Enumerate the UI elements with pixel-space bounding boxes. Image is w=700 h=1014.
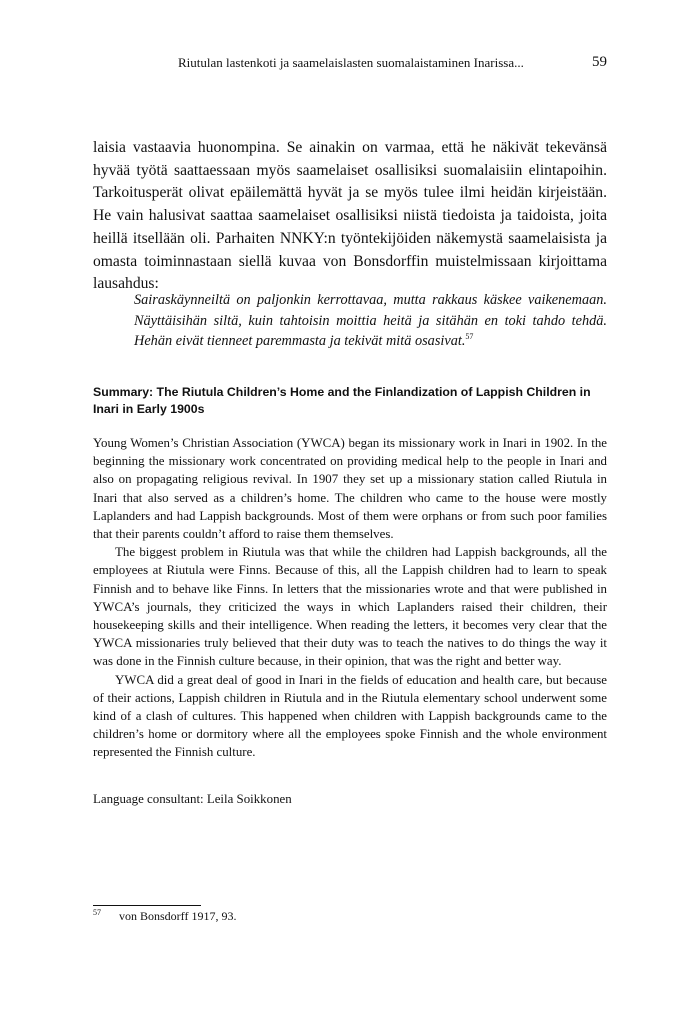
summary-paragraph: The biggest problem in Riutula was that while the children had Lappish backgrounds, all the employees at Riutula were Finns. Because of this, all the Lappish children had to learn to speak Finnish and to behave like Finns. In letters that the missionaries wrote and that were published in YWCA’s journals, they criticized the ways in which Laplanders raised their children, their housekeeping skills and their intelligence. When reading the letters, it becomes very clear that the YWCA missionaries truly believed that their duty was to teach the natives to do things the way it was done in the Finnish culture because, in their opinion, that was the right and better way. bbox=[93, 545, 607, 669]
block-quote bbox=[134, 290, 607, 352]
footnote-text: von Bonsdorff 1917, 93. bbox=[119, 909, 237, 923]
summary-paragraph: Young Women’s Christian Association (YWCA) began its missionary work in Inari in 1902. In the beginning the missionary work concentrated on providing medical help to the people in Inari and also on propagating religious revival. In 1907 they set up a missionary station called Riutula in Inari that also served as a children’s home. The children who came to the house were mostly Laplanders and had Lappish backgrounds. Most of them were orphans or from such poor families that their parents couldn’t afford to raise them themselves. bbox=[93, 436, 607, 542]
footnote bbox=[93, 908, 236, 924]
running-title: Riutulan lastenkoti ja saamelaislasten suomalaistaminen Inarissa... bbox=[178, 55, 524, 70]
summary-body bbox=[93, 434, 607, 762]
page-number: 59 bbox=[592, 54, 607, 70]
summary-heading: Summary: The Riutula Children’s Home and the Finlandization of Lappish Children in Inari in Early 1900s bbox=[93, 385, 591, 416]
footnote-number: 57 bbox=[93, 908, 101, 917]
summary-paragraph: YWCA did a great deal of good in Inari in the fields of education and health care, but because of their actions, Lappish children in Riutula and in the Riutula elementary school underwent some kind of a clash of cultures. This happened when children with Lappish backgrounds came to the children’s home or dormitory where all the employees spoke Finnish and the whole environment represented the Finnish culture. bbox=[93, 672, 607, 760]
language-consultant: Language consultant: Leila Soikkonen bbox=[93, 792, 292, 806]
block-quote-text: Sairaskäynneiltä on paljonkin kerrottavaa, mutta rakkaus käskee vaikenemaan. Näyttäisihän siltä, kuin tahtoisin moittia heitä ja sitähän en toki tahdo tehdä. Hehän eivät tienneet paremmasta ja tekivät mitä osasivat. bbox=[134, 292, 607, 349]
body-paragraph: laisia vastaavia huonompina. Se ainakin on varmaa, että he näkivät tekevänsä hyvää työtä saattaessaan myös saamelaiset osallisiksi suomalaisiin elintapoihin. Tarkoitusperät olivat epäilemättä hyvät ja se myös tulee ilmi heidän kirjeistään. He vain halusivat saattaa saamelaiset osallisiksi niistä tiedoista ja taidoista, joita heillä itsellään oli. Parhaiten NNKY:n työntekijöiden näkemystä saamelaisista ja omasta toiminnastaan siellä kuvaa von Bonsdorffin muistelmissaan kirjoittama lausahdus: bbox=[93, 139, 607, 293]
footnote-reference: 57 bbox=[465, 332, 474, 342]
footnote-divider bbox=[93, 905, 201, 906]
